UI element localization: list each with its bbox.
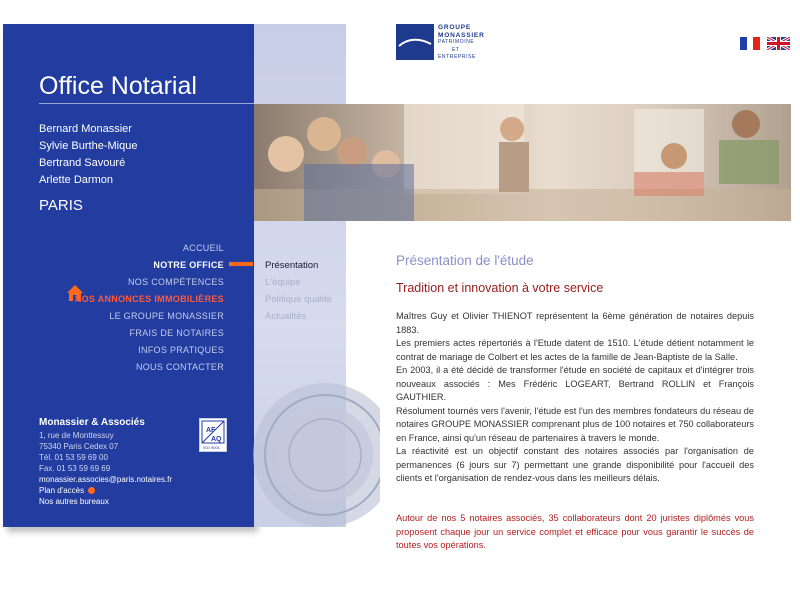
phone-number: Tél. 01 53 59 69 00 — [39, 453, 108, 462]
page-title: Présentation de l'étude — [396, 253, 534, 268]
brand-line: ET — [452, 46, 460, 53]
city-label: PARIS — [39, 197, 83, 214]
groupe-monassier-logo-mark[interactable] — [396, 24, 434, 60]
seal-watermark — [250, 355, 380, 530]
nav-accueil[interactable]: ACCUEIL — [182, 243, 224, 253]
email-link[interactable]: monassier.associes@paris.notaires.fr — [39, 475, 173, 484]
nav-nous-contacter[interactable]: NOUS CONTACTER — [135, 362, 224, 372]
french-flag-icon[interactable] — [740, 37, 760, 50]
subnav-actualites[interactable]: Actualités — [265, 311, 307, 322]
body-paragraph: En 2003, il a été décidé de transformer l'étude en société de capitaux et d'intégrer trois nouveaux associés : Mes Frédéric LOGEART, Bertrand ROLLIN et François GAUTHIER. — [396, 365, 754, 402]
brand-line: GROUPE — [438, 24, 471, 31]
nav-nos-annonces-immobilieres[interactable]: NOS ANNONCES IMMOBILIÈRES — [74, 294, 224, 304]
nav-frais-de-notaires[interactable]: FRAIS DE NOTAIRES — [129, 328, 224, 338]
address-line: 1, rue de Monttessuy — [39, 431, 114, 440]
nav-nos-competences[interactable]: NOS COMPÉTENCES — [127, 277, 224, 287]
notary-name: Bertrand Savouré — [39, 157, 126, 169]
nav-notre-office[interactable]: NOTRE OFFICE — [153, 260, 224, 270]
map-link[interactable]: Plan d'accès — [39, 486, 85, 495]
firm-name: Monassier & Associés — [39, 417, 145, 428]
svg-text:AF: AF — [206, 427, 216, 434]
contact-block — [39, 417, 172, 507]
uk-flag-icon[interactable] — [767, 37, 790, 50]
closing-statement: Autour de nos 5 notaires associés, 35 collaborateurs dont 20 juristes diplômés vous proposent chaque jour un service complet et efficace pour vous garantir le succès de toutes vos opérations. — [396, 513, 754, 550]
map-link-row[interactable] — [39, 485, 172, 496]
body-paragraph: Maîtres Guy et Olivier THIENOT représentent la 6ème génération de notaires depuis 1883. — [396, 311, 754, 335]
body-paragraph: Résolument tournés vers l'avenir, l'étude est l'un des membres fondateurs du réseau de notaires GROUPE MONASSIER comprenant plus de 100 notaires et 750 collaborateurs en France, ainsi qu'un réseau de partenaires à travers le monde. — [396, 405, 754, 443]
cert-caption: ISO 9001 — [203, 445, 220, 450]
active-nav-marker — [229, 262, 253, 266]
page-tagline: Tradition et innovation à votre service — [396, 281, 604, 295]
brand-line: ENTREPRISE — [438, 54, 476, 60]
bullet-dot-icon — [88, 487, 95, 494]
notary-name: Sylvie Burthe-Mique — [39, 140, 138, 152]
body-paragraph: La réactivité est un objectif constant des notaires associés par l'organisation de permanences (6 jours sur 7) permettant une grande disponibilité pour l'accueil des clients et l'organisation de rendez-vous dans les meilleurs délais. — [396, 446, 754, 483]
photo-banner — [254, 104, 791, 221]
fax-number: Fax. 01 53 59 69 69 — [39, 464, 111, 473]
subnav-equipe[interactable]: L'équipe — [265, 277, 301, 288]
nav-infos-pratiques[interactable]: INFOS PRATIQUES — [138, 345, 224, 355]
afaq-certification-logo — [199, 418, 227, 452]
brand-line: PATRIMOINE — [438, 39, 475, 45]
sub-nav — [265, 257, 332, 325]
brand-wordmark — [438, 24, 485, 62]
sidebar — [3, 24, 254, 527]
body-text — [396, 310, 754, 486]
svg-text:AQ: AQ — [211, 436, 222, 443]
subnav-presentation[interactable]: Présentation — [265, 260, 319, 271]
notary-list — [39, 121, 137, 189]
notary-name: Arlette Darmon — [39, 174, 113, 186]
subnav-politique-qualite[interactable]: Politique qualité — [265, 294, 333, 305]
other-offices-link[interactable]: Nos autres bureaux — [39, 497, 109, 506]
address-line: 75340 Paris Cedex 07 — [39, 442, 119, 451]
body-paragraph: Les premiers actes répertoriés à l'Etude datent de 1510. L'étude détient notamment le contrat de mariage de Colbert et les actes de la famille de Jean-Baptiste de la Salle. — [396, 338, 754, 362]
main-nav — [75, 240, 224, 376]
brand-line: MONASSIER — [438, 31, 485, 39]
site-title: Office Notarial — [39, 72, 197, 100]
notary-name: Bernard Monassier — [39, 123, 132, 135]
nav-le-groupe-monassier[interactable]: LE GROUPE MONASSIER — [109, 311, 224, 321]
